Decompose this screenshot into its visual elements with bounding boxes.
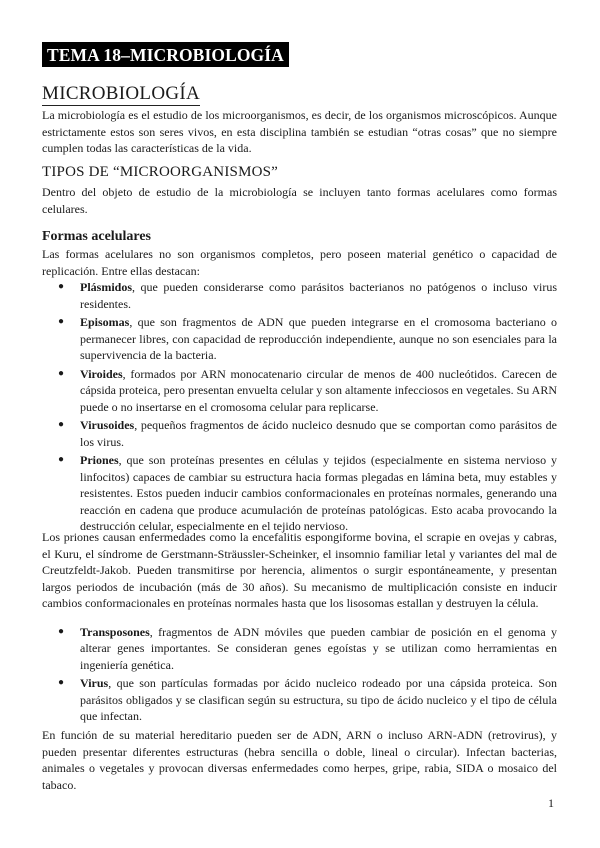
list-item-term: Viroides	[80, 366, 123, 381]
list-item-term: Virus	[80, 676, 109, 690]
acellular-heading: Formas acelulares	[42, 229, 151, 244]
intro-paragraph: La microbiología es el estudio de los microorganismos, es decir, de los organismos microscópicos. Aunque estrictamente estos son seres vivos, en esta disciplina también se estudian “otras cosas” que no siempre cumplen todas las características de la vida.	[42, 108, 557, 155]
prions-block	[42, 529, 557, 727]
virus-paragraph: En función de su material hereditario pueden ser de ADN, ARN o incluso ARN-ADN (retrovirus), y pueden presentar diferentes estructuras (hebra sencilla o doble, lineal o circular). Infectan bacterias, animales o vegetales y provocan diversas enfermedades como herpes, gripe, rabia, SIDA o mosaico del tabaco.	[42, 728, 557, 792]
list-item	[42, 624, 557, 674]
bullet-icon: ●	[58, 454, 65, 465]
other-forms-list	[42, 624, 557, 725]
intro-block	[42, 107, 557, 157]
list-item-term: Virusoides	[80, 418, 135, 432]
topic-banner: TEMA 18–MICROBIOLOGÍA	[42, 42, 289, 67]
list-item-term: Plásmidos	[80, 280, 133, 294]
bullet-icon: ●	[58, 677, 65, 688]
bullet-icon: ●	[58, 367, 65, 379]
bullet-icon: ●	[58, 316, 65, 327]
list-item-term: Priones	[80, 453, 119, 467]
types-block	[42, 163, 557, 217]
list-item	[42, 366, 557, 416]
list-item	[42, 675, 557, 725]
types-paragraph: Dentro del objeto de estudio de la microbiología se incluyen tanto formas acelulares como formas celulares.	[42, 185, 557, 216]
acellular-list	[42, 279, 557, 535]
virus-block	[42, 727, 557, 793]
list-item-text: , que son proteínas presentes en células y tejidos (especialmente en sistema nervioso y linfocitos) capaces de cambiar su estructura hacia formas plegadas en lámina beta, muy estables y resistentes. Estos pueden inducir cambios conformacionales en proteínas normales, generando una reacción en cadena que produce acumulación de proteínas patológicas. Esto acaba provocando la destrucción celular, especialmente en el tejido nervioso.	[80, 453, 557, 533]
acellular-block	[42, 228, 557, 537]
list-item	[42, 314, 557, 364]
list-item-text: , pequeños fragmentos de ácido nucleico desnudo que se comportan como parásitos de los virus.	[80, 418, 557, 449]
types-heading: TIPOS DE “MICROORGANISMOS”	[42, 164, 279, 180]
bullet-icon: ●	[58, 625, 65, 637]
section-title: MICROBIOLOGÍA	[42, 83, 201, 104]
list-item	[42, 452, 557, 535]
list-item-text: , formados por ARN monocatenario circular de menos de 400 nucleótidos. Carecen de cápsida proteica, pero presentan envuelta celular y son altamente infecciosos en vegetales. Su ARN puede o no insertarse en el cromosoma celular para replicarse.	[80, 366, 557, 414]
list-item	[42, 279, 557, 312]
bullet-icon: ●	[58, 281, 65, 292]
list-item-text: , que son fragmentos de ADN que pueden integrarse en el cromosoma bacteriano o permanecer libres, con capacidad de reproducción independiente, aunque no son esenciales para la supervivencia de la bacteria.	[80, 315, 557, 362]
list-item-text: , que son partículas formadas por ácido nucleico rodeado por una cápsida proteica. Son parásitos obligados y se clasifican según su estructura, su tipo de ácido nucleico y el tipo de célula que infectan.	[80, 676, 557, 723]
bullet-icon: ●	[58, 419, 65, 430]
list-item-text: , que pueden considerarse como parásitos bacterianos no patógenos o incluso virus residentes.	[80, 280, 557, 311]
page-number: 1	[548, 796, 554, 810]
prions-paragraph: Los priones causan enfermedades como la encefalitis espongiforme bovina, el scrapie en ovejas y cabras, el Kuru, el síndrome de Gerstmann-Sträussler-Scheinker, el insomnio familiar letal y variantes del mal de Creutzfeldt-Jakob. Pueden transmitirse por herencia, alimentos o surgir espontáneamente, y presentan largos periodos de incubación (más de 30 años). Su mecanismo de multiplicación consiste en inducir cambios conformacionales en proteínas normales hasta que los lisosomas estallan y destruyen la célula.	[42, 530, 557, 610]
list-item-term: Transposones	[80, 624, 150, 639]
list-item	[42, 417, 557, 450]
list-item-term: Episomas	[80, 315, 130, 329]
list-item-text: , fragmentos de ADN móviles que pueden cambiar de posición en el genoma y alterar genes importantes. Se consideran genes egoístas y se utilizan como herramientas en ingeniería genética.	[80, 624, 557, 672]
acellular-paragraph: Las formas acelulares no son organismos completos, pero poseen material genético o capacidad de replicación. Entre ellas destacan:	[42, 247, 557, 278]
